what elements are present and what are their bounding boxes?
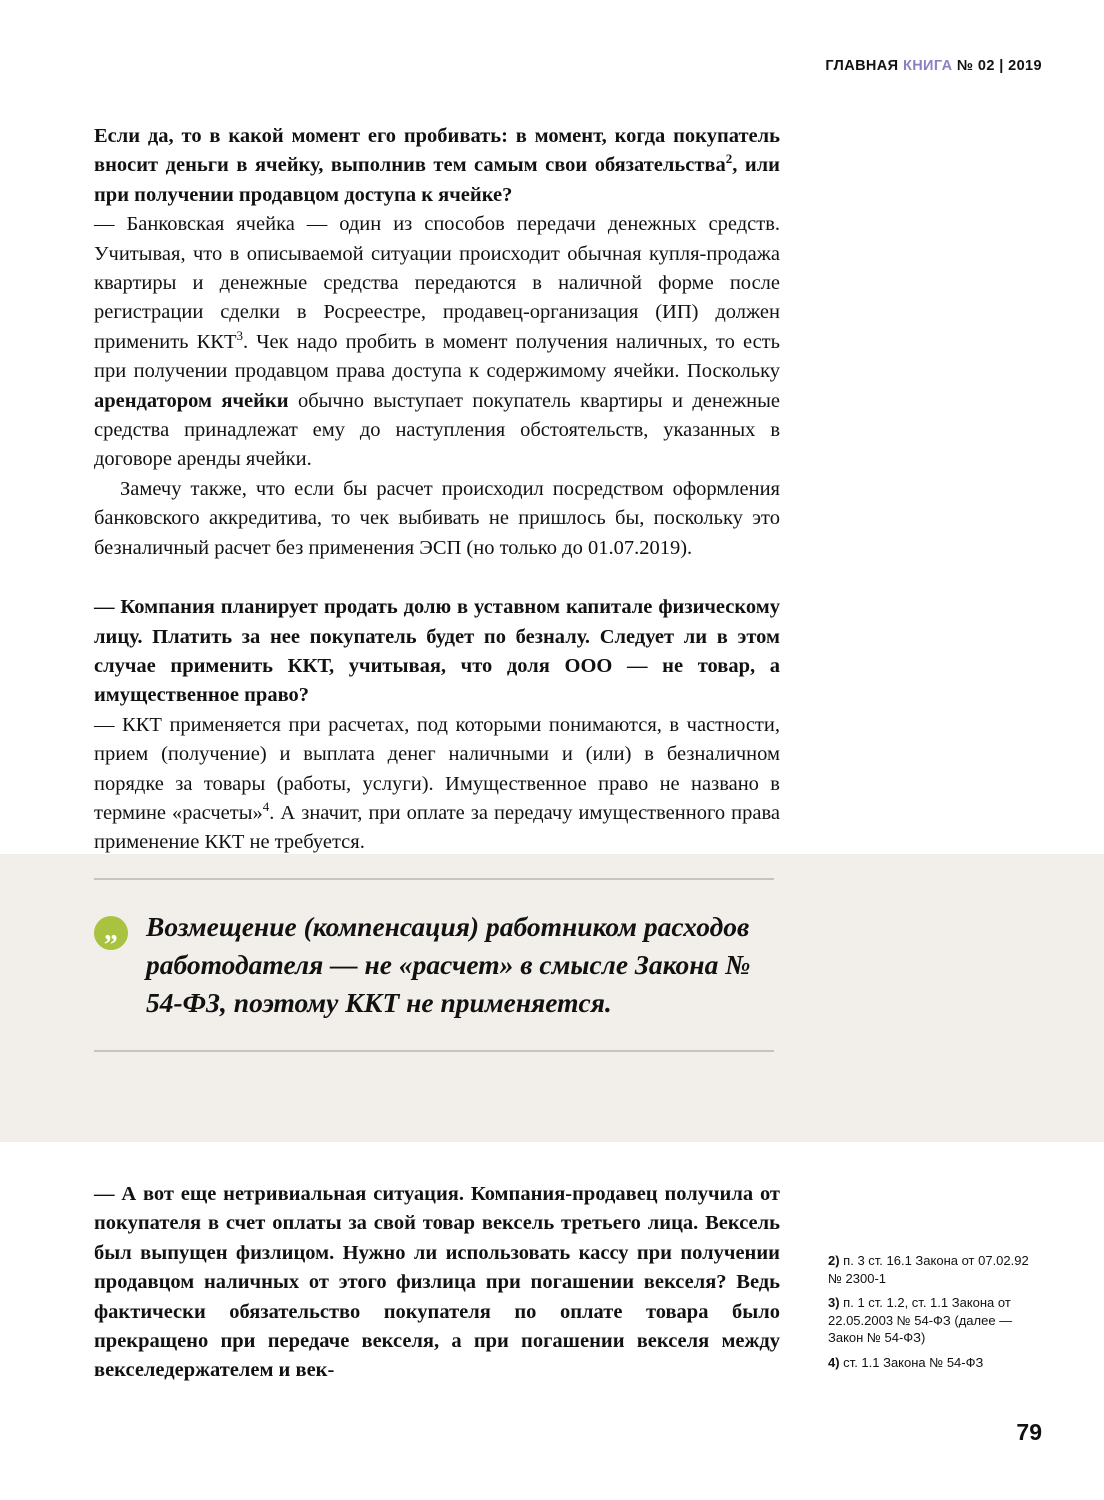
paragraph-spacer [94, 563, 780, 593]
footnote-4 [828, 1354, 1038, 1372]
answer-1-paragraph-1 [94, 210, 780, 475]
footnote-3-number: 3) [828, 1295, 840, 1310]
pull-quote [94, 878, 784, 1052]
footnote-4-number: 4) [828, 1354, 840, 1370]
answer-1-part-1: — Банковская ячейка — один из способов передачи денежных средств. Учитывая, что в описываемой ситуации происходит обычная купля-продажа квартиры и денежные средства передаются в наличной форме после регистрации сделки в Росреестре, продавец-организация (ИП) должен применить ККТ [94, 213, 780, 353]
quote-mark-icon: „ [94, 916, 128, 950]
pull-quote-body [94, 908, 784, 1022]
footnote-ref-3: 3 [236, 328, 243, 344]
question-1-text: Если да, то в какой момент его пробивать: в момент, когда покупатель вносит деньги в ячейку, выполнив тем самым свои обязательства [94, 125, 780, 177]
footnotes [828, 1252, 1038, 1378]
answer-2-part-2: . А значит, при оплате за передачу имущественного права применение ККТ не требуется. [94, 801, 780, 854]
article-body-upper [94, 122, 780, 858]
footnote-3-text: п. 1 ст. 1.2, ст. 1.1 Закона от 22.05.2003 № 54-ФЗ (далее — Закон № 54-ФЗ) [828, 1295, 1013, 1345]
footnote-2-number: 2) [828, 1253, 840, 1268]
footnote-3 [828, 1294, 1038, 1347]
answer-1-part-2: . Чек надо пробить в момент получения наличных, то есть при получении продавцом права доступа к содержимому ячейки. Поскольку [94, 330, 780, 383]
answer-2-paragraph [94, 711, 780, 858]
footnote-ref-2: 2 [725, 151, 733, 167]
header-brand-accent: КНИГА [902, 58, 953, 74]
answer-2-part-1: — ККТ применяется при расчетах, под которыми понимаются, в частности, прием (получение) и выплата денег наличными и (или) в безналичном порядке за товары (работы, услуги). Имущественное право не названо в термине «расчеты» [94, 713, 780, 824]
article-body-lower [94, 1180, 780, 1386]
question-1-tail: , или при получении продавцом доступа к ячейке? [94, 154, 780, 206]
footnote-2 [828, 1252, 1038, 1287]
footnote-4-text: ст. 1.1 Закона № 54-ФЗ [839, 1354, 984, 1370]
answer-1-paragraph-2: Замечу также, что если бы расчет происходил посредством оформления банковского аккредитива, то чек выбивать не пришлось бы, поскольку это безналичный расчет без применения ЭСП (но только до 01.07.2019). [94, 477, 780, 559]
question-2: — Компания планирует продать долю в уставном капитале физическому лицу. Платить за нее покупатель будет по безналу. Следует ли в этом случае применить ККТ, учитывая, что доля ООО — не товар, а имущественное право? [94, 596, 780, 707]
question-1 [94, 122, 780, 210]
answer-1-part-3: обычно выступает покупатель квартиры и денежные средства принадлежат ему до наступления обстоятельств, указанных в договоре аренды ячейки. [94, 389, 780, 471]
header-issue: № 02 | 2019 [952, 58, 1042, 74]
footnote-2-text: п. 3 ст. 16.1 Закона от 07.02.92 № 2300-1 [828, 1253, 1029, 1286]
pull-quote-text: Возмещение (компенсация) работником расходов работодателя — не «расчет» в смысле Закона № 54-ФЗ, поэтому ККТ не применяется. [146, 911, 751, 1018]
answer-1-emphasis: арендатором ячейки [94, 389, 289, 412]
footnote-ref-4: 4 [262, 799, 270, 815]
header-brand-main: ГЛАВНАЯ [825, 58, 903, 74]
pull-quote-rule-top [94, 878, 774, 880]
page-number: 79 [1016, 1419, 1042, 1445]
pull-quote-rule-bottom [94, 1050, 774, 1052]
running-header [825, 58, 1042, 74]
question-3: — А вот еще нетривиальная ситуация. Компания-продавец получила от покупателя в счет оплаты за свой товар вексель третьего лица. Вексель был выпущен физлицом. Нужно ли использовать кассу при получении продавцом наличных от этого физлица при погашении векселя? Ведь фактически обязательство покупателя по оплате товара было прекращено при передаче векселя, а при погашении векселя между векселедержателем и век- [94, 1183, 780, 1382]
